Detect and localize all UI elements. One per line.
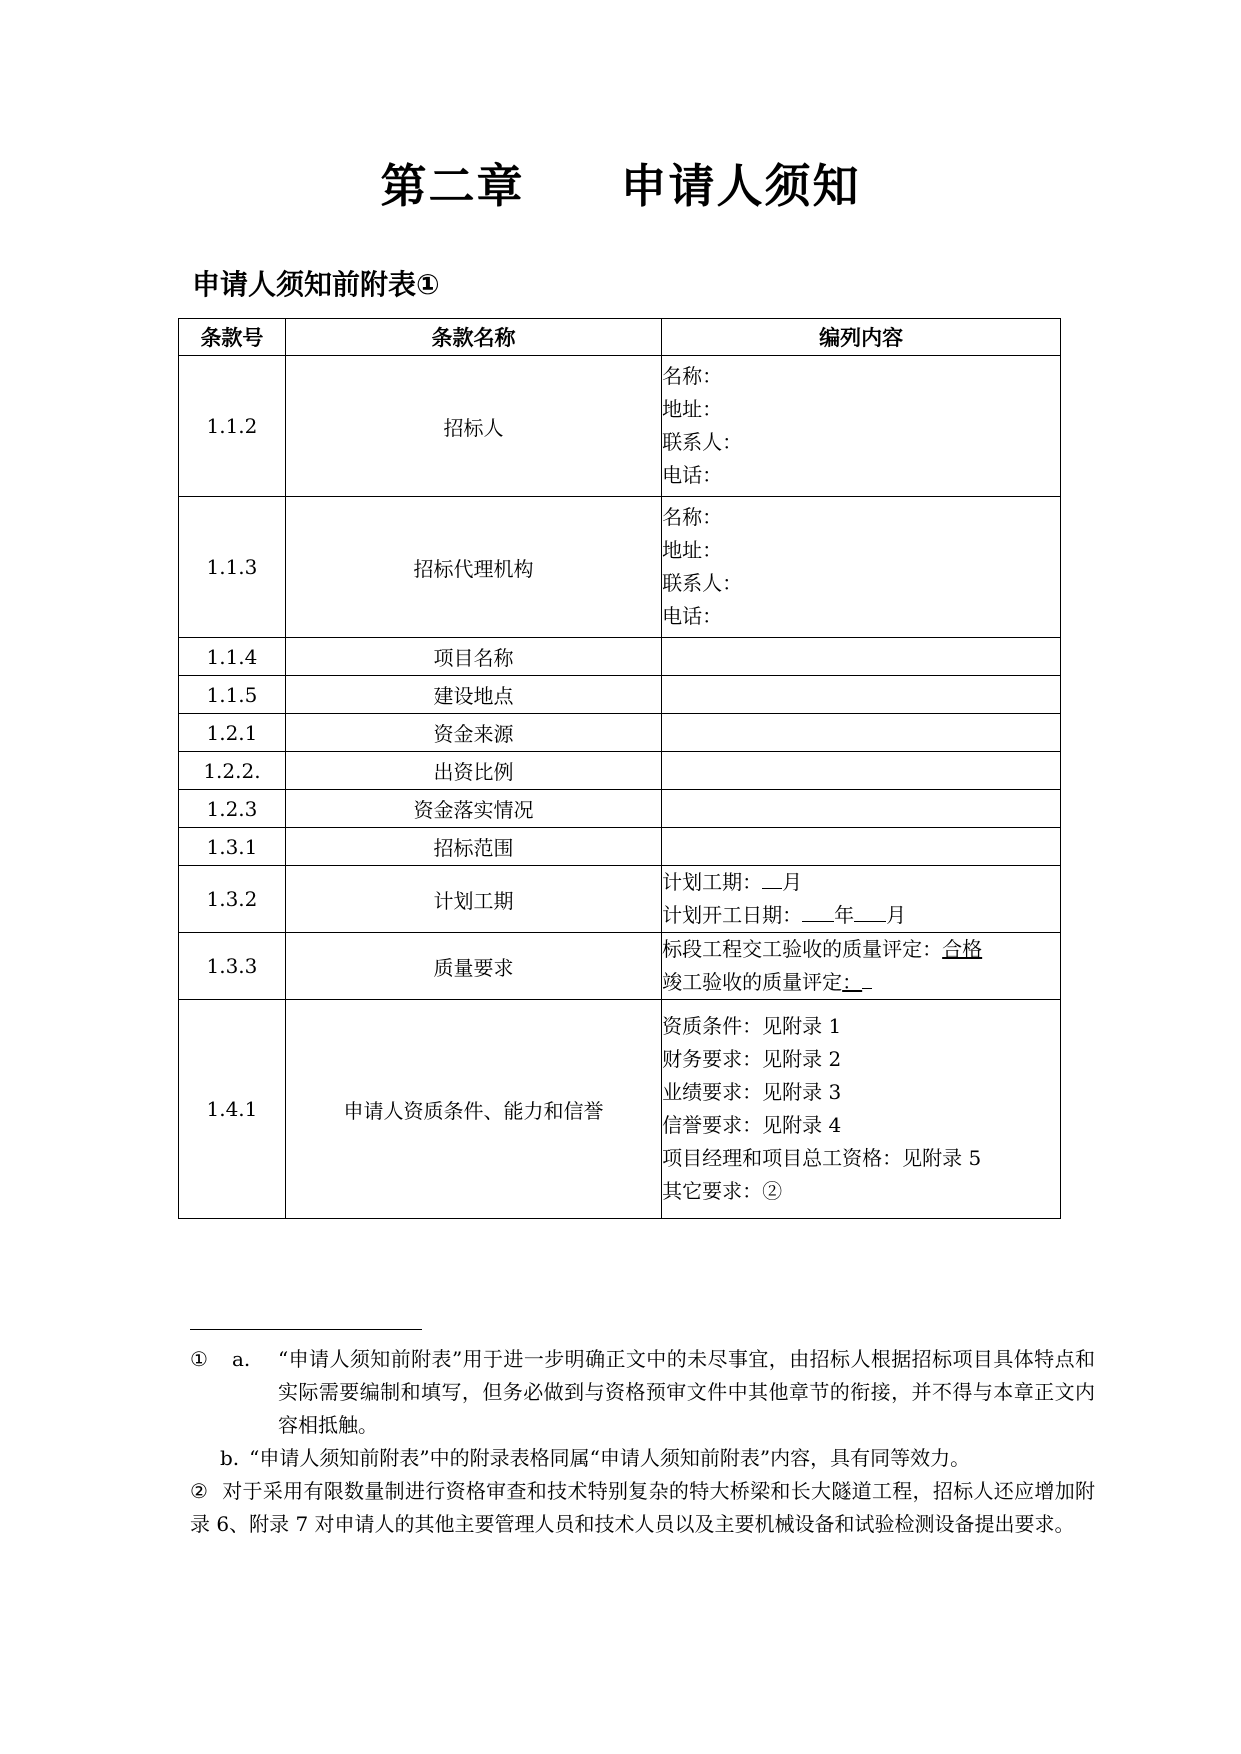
clause-name: 项目名称 [285, 638, 661, 676]
table-row [179, 1000, 1061, 1219]
clause-content [662, 790, 1061, 828]
blank-months [762, 870, 782, 889]
completion-quality-line [662, 966, 1060, 999]
clause-content [662, 714, 1061, 752]
planned-duration-label: 计划工期： [662, 870, 763, 894]
clause-no: 1.1.5 [179, 676, 286, 714]
content-line: 电话： [662, 463, 723, 487]
footnote-2 [190, 1475, 1095, 1541]
content-line: 名称： [662, 505, 723, 529]
clause-name: 计划工期 [285, 866, 661, 933]
content-line: 地址： [662, 538, 723, 562]
planned-duration-line [662, 866, 1060, 899]
months-unit: 月 [782, 870, 803, 894]
footnote-1a-text: “申请人须知前附表”用于进一步明确正文中的未尽事宜，由招标人根据招标项目具体特点和实际需要编制和填写，但务必做到与资格预审文件中其他章节的衔接，并不得与本章正文内容相抵触。 [278, 1347, 1095, 1437]
clause-name: 资金落实情况 [285, 790, 661, 828]
clause-content [662, 1000, 1061, 1219]
footnote-1b-letter: b. [220, 1446, 240, 1470]
header-clause-name: 条款名称 [285, 319, 661, 356]
handover-quality-value: 合格 [942, 937, 983, 961]
clause-name: 招标代理机构 [285, 497, 661, 638]
clause-no: 1.2.2. [179, 752, 286, 790]
content-line: 地址： [662, 397, 723, 421]
table-row [179, 790, 1061, 828]
clause-content [662, 828, 1061, 866]
content-line: 联系人： [662, 571, 743, 595]
clause-no: 1.4.1 [179, 1000, 286, 1219]
content-line: 资质条件：见附录 1 [662, 1014, 842, 1038]
footnote-2-mark: ② [190, 1479, 209, 1503]
content-line: 电话： [662, 604, 723, 628]
clause-no: 1.3.1 [179, 828, 286, 866]
clause-content [662, 676, 1061, 714]
table-row [179, 676, 1061, 714]
clause-name: 出资比例 [285, 752, 661, 790]
clause-no: 1.1.2 [179, 356, 286, 497]
completion-quality-label: 竣工验收的质量评定 [662, 970, 843, 994]
table-row [179, 638, 1061, 676]
header-clause-no: 条款号 [179, 319, 286, 356]
clause-no: 1.3.2 [179, 866, 286, 933]
content-line: 财务要求：见附录 2 [662, 1047, 842, 1071]
clause-content [662, 638, 1061, 676]
content-line: 名称： [662, 364, 723, 388]
table-header-row [179, 319, 1061, 356]
month-unit: 月 [886, 903, 907, 927]
blank-completion-quality [862, 970, 872, 989]
clause-name: 申请人资质条件、能力和信誉 [285, 1000, 661, 1219]
header-content: 编列内容 [662, 319, 1061, 356]
footnote-1-mark: ① [190, 1347, 208, 1371]
clause-no: 1.2.3 [179, 790, 286, 828]
clause-content [662, 866, 1061, 933]
clause-content [662, 497, 1061, 638]
clause-name: 招标范围 [285, 828, 661, 866]
footnotes [190, 1343, 1095, 1541]
clause-name: 建设地点 [285, 676, 661, 714]
clause-content [662, 933, 1061, 1000]
completion-quality-value: ： [842, 970, 863, 994]
table-row [179, 714, 1061, 752]
chapter-title: 第二章 申请人须知 [380, 159, 861, 213]
content-line: 联系人： [662, 430, 743, 454]
section-title: 申请人须知前附表① [192, 268, 440, 301]
table-row [179, 497, 1061, 638]
applicant-notice-table [178, 318, 1061, 1219]
planned-start-line [662, 899, 1060, 932]
blank-month [854, 903, 886, 922]
content-line: 信誉要求：见附录 4 [662, 1113, 842, 1137]
clause-name: 资金来源 [285, 714, 661, 752]
clause-content [662, 752, 1061, 790]
handover-quality-line [662, 933, 1060, 966]
content-line: 其它要求：② [662, 1179, 783, 1203]
clause-no: 1.2.1 [179, 714, 286, 752]
clause-no: 1.3.3 [179, 933, 286, 1000]
clause-name: 招标人 [285, 356, 661, 497]
footnote-1b-text: “申请人须知前附表”中的附录表格同属“申请人须知前附表”内容，具有同等效力。 [249, 1446, 971, 1470]
footnote-separator [190, 1329, 422, 1330]
footnote-1a-letter: a. [232, 1347, 251, 1371]
footnote-2-text: 对于采用有限数量制进行资格审查和技术特别复杂的特大桥梁和长大隧道工程，招标人还应增加附录 6、附录 7 对申请人的其他主要管理人员和技术人员以及主要机械设备和试验检测设备提出要求。 [190, 1479, 1095, 1536]
clause-name: 质量要求 [285, 933, 661, 1000]
clause-content [662, 356, 1061, 497]
blank-year [802, 903, 834, 922]
clause-no: 1.1.3 [179, 497, 286, 638]
content-line: 项目经理和项目总工资格：见附录 5 [662, 1146, 982, 1170]
handover-quality-label: 标段工程交工验收的质量评定： [662, 937, 943, 961]
table-row [179, 752, 1061, 790]
content-line: 业绩要求：见附录 3 [662, 1080, 842, 1104]
year-unit: 年 [834, 903, 855, 927]
table-row [179, 933, 1061, 1000]
clause-no: 1.1.4 [179, 638, 286, 676]
table-row [179, 356, 1061, 497]
table-row [179, 866, 1061, 933]
planned-start-label: 计划开工日期： [662, 903, 803, 927]
table-row [179, 828, 1061, 866]
footnote-1b [190, 1442, 1095, 1475]
footnote-1a [190, 1343, 1095, 1442]
